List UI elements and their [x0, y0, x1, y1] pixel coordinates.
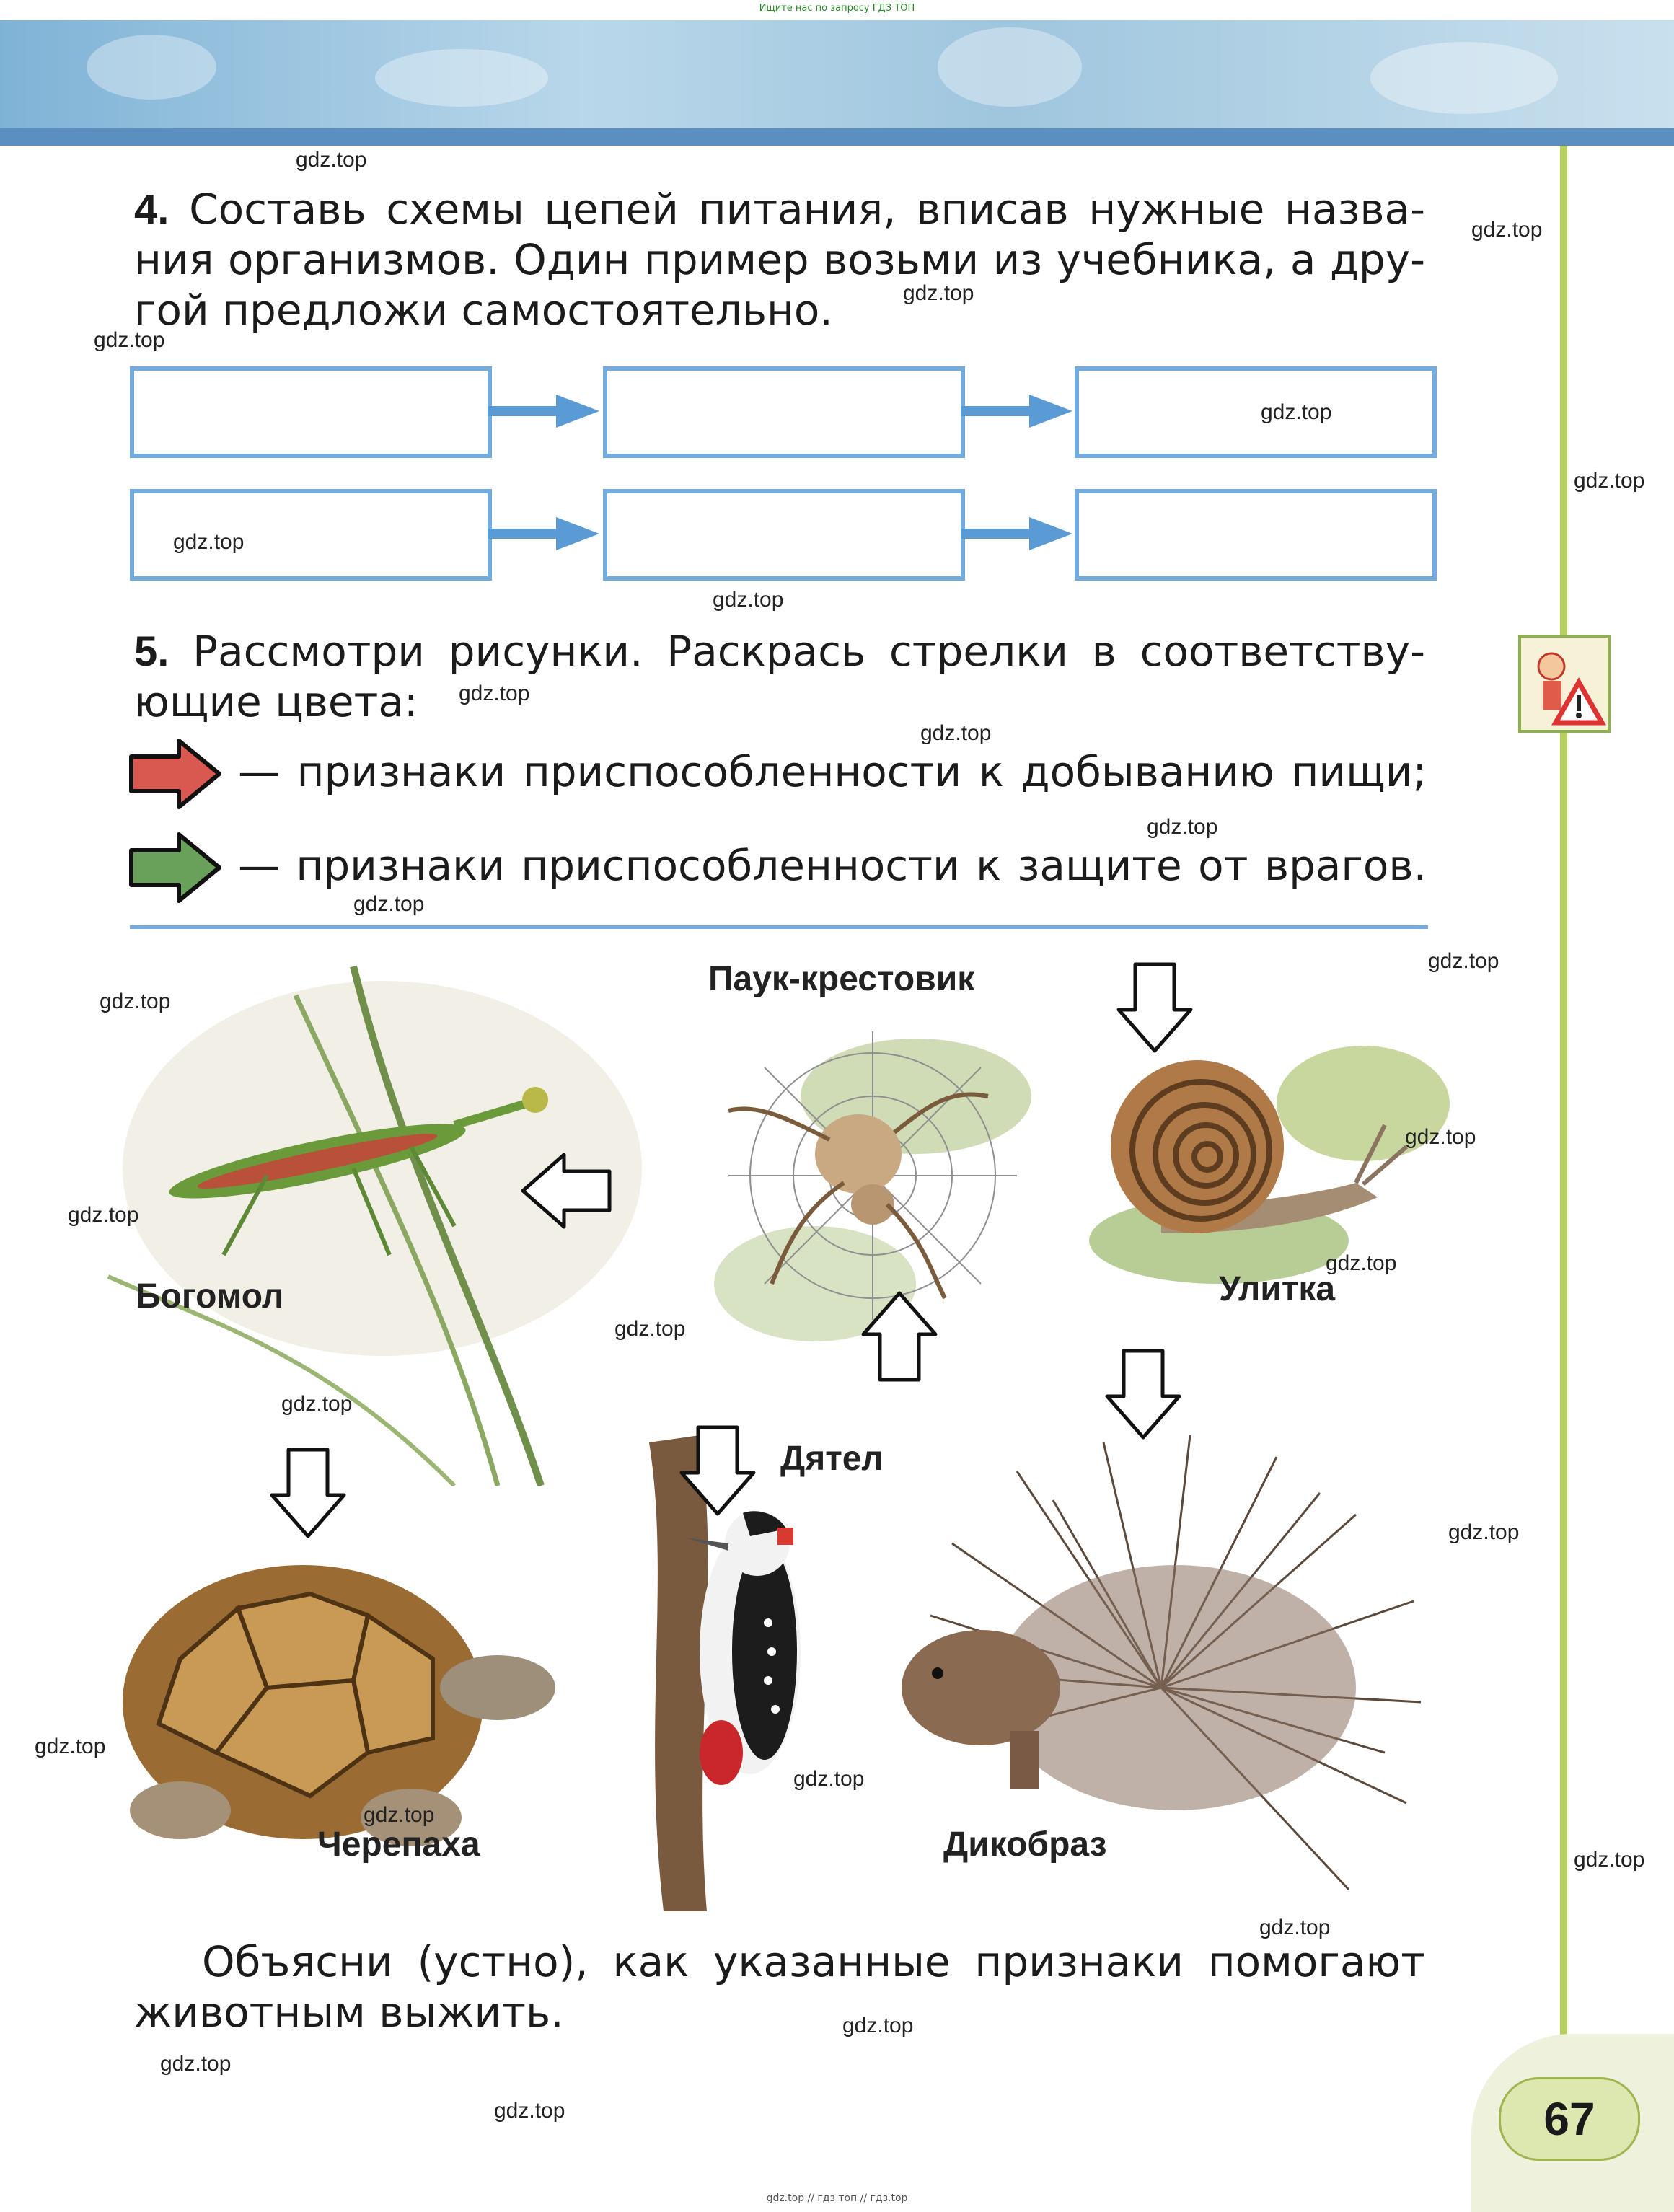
- watermark: gdz.top: [793, 1767, 865, 1791]
- watermark: gdz.top: [94, 328, 165, 352]
- legend-food: — признаки приспособленности к добыванию пищи;: [238, 747, 1427, 796]
- page-number: 67: [1499, 2077, 1640, 2161]
- footer-note: gdz.top // гдз топ // гдз.top: [766, 2193, 908, 2204]
- banner-decor-leaf: [1370, 42, 1558, 114]
- task5-text1: Рассмотри рисунки. Раскрась стрелки в соответству-: [193, 627, 1425, 676]
- watermark: gdz.top: [281, 1392, 353, 1416]
- watermark: gdz.top: [68, 1203, 139, 1227]
- header-banner: [0, 20, 1674, 128]
- watermark: gdz.top: [903, 281, 974, 305]
- chain-arrow-icon: [488, 516, 603, 552]
- watermark: gdz.top: [296, 148, 367, 172]
- label-woodpecker: Дятел: [780, 1440, 884, 1478]
- task5-number: 5.: [134, 628, 169, 675]
- banner-decor-leaf: [938, 27, 1082, 107]
- watermark: gdz.top: [1574, 1848, 1645, 1872]
- food-chain-box[interactable]: [603, 489, 965, 581]
- top-note: Ищите нас по запросу ГДЗ ТОП: [759, 3, 915, 14]
- chain-arrow-icon: [961, 393, 1076, 429]
- chain-arrow-icon: [488, 393, 603, 429]
- side-rule: [1560, 146, 1567, 2122]
- watermark: gdz.top: [160, 2052, 232, 2076]
- food-chain-box[interactable]: [603, 366, 965, 458]
- watermark: gdz.top: [364, 1803, 435, 1827]
- banner-decor-leaf: [87, 35, 216, 100]
- watermark: gdz.top: [1574, 469, 1645, 493]
- food-chain-box[interactable]: [1075, 489, 1437, 581]
- food-chain-box[interactable]: [1075, 366, 1437, 458]
- closing-line2: животным выжить.: [134, 1988, 564, 2037]
- porcupine-arrow-icon[interactable]: [1103, 1347, 1183, 1441]
- watermark: gdz.top: [920, 721, 992, 745]
- task4-line3: гой предложи самостоятельно.: [134, 286, 833, 335]
- label-turtle: Черепаха: [317, 1825, 480, 1864]
- watermark: gdz.top: [713, 588, 784, 612]
- task5-line1: [134, 626, 1425, 677]
- watermark: gdz.top: [173, 530, 245, 554]
- header-strip: [0, 128, 1674, 146]
- green-legend-arrow-icon[interactable]: [128, 832, 224, 904]
- watermark: gdz.top: [1147, 815, 1218, 839]
- warning-sign-icon: [1518, 635, 1611, 733]
- watermark: gdz.top: [494, 2099, 565, 2123]
- label-porcupine: Дикобраз: [943, 1825, 1107, 1864]
- task4-line2: ния организмов. Один пример возьми из учебника, а дру-: [134, 235, 1425, 284]
- watermark: gdz.top: [1471, 218, 1543, 242]
- snail-illustration: [1075, 1024, 1464, 1284]
- label-mantis: Богомол: [136, 1277, 284, 1316]
- closing-line1: Объясни (устно), как указанные признаки помогают: [202, 1937, 1425, 1986]
- watermark: gdz.top: [35, 1735, 106, 1758]
- watermark: gdz.top: [1261, 400, 1332, 424]
- label-spider: Паук-крестовик: [708, 960, 975, 998]
- chain-arrow-icon: [961, 516, 1076, 552]
- task5-line2: ющие цвета:: [134, 677, 418, 726]
- watermark: gdz.top: [842, 2014, 914, 2037]
- food-chain-box[interactable]: [130, 366, 492, 458]
- watermark: gdz.top: [353, 892, 425, 916]
- mantis-arrow-icon[interactable]: [519, 1151, 613, 1230]
- watermark: gdz.top: [1259, 1916, 1331, 1939]
- watermark: gdz.top: [1405, 1125, 1476, 1149]
- task4-number: 4.: [134, 186, 169, 233]
- task4-text1: Составь схемы цепей питания, вписав нужные назва-: [189, 185, 1425, 234]
- label-snail: Улитка: [1219, 1270, 1336, 1308]
- watermark: gdz.top: [459, 682, 530, 705]
- spider-arrow-icon[interactable]: [860, 1290, 939, 1383]
- watermark: gdz.top: [1448, 1520, 1520, 1544]
- watermark: gdz.top: [1326, 1251, 1397, 1275]
- red-legend-arrow-icon[interactable]: [128, 738, 224, 810]
- task4-line1: [134, 184, 1425, 235]
- turtle-arrow-icon[interactable]: [268, 1446, 348, 1540]
- banner-decor-leaf: [375, 49, 548, 107]
- woodpecker-arrow-icon[interactable]: [678, 1424, 757, 1517]
- legend-defense: — признаки приспособленности к защите от врагов.: [238, 841, 1427, 890]
- watermark: gdz.top: [614, 1317, 686, 1341]
- watermark: gdz.top: [1428, 949, 1499, 973]
- divider: [130, 925, 1428, 929]
- watermark: gdz.top: [100, 990, 171, 1013]
